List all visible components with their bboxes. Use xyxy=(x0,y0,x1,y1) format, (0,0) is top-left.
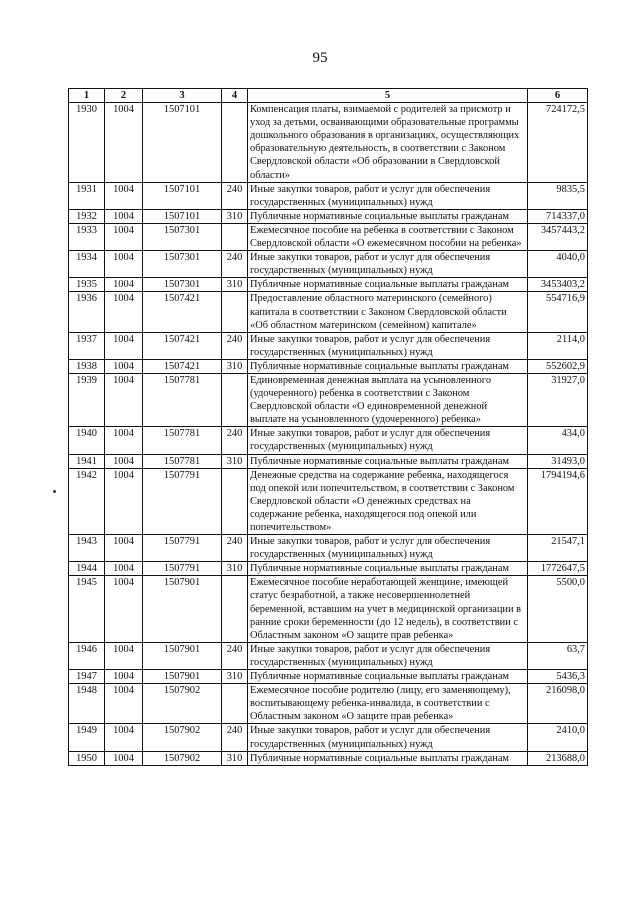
cell-description: Публичные нормативные социальные выплаты гражданам xyxy=(248,751,528,765)
column-header-5: 5 xyxy=(248,89,528,103)
cell-row-number: 1940 xyxy=(69,427,105,454)
cell-target-article-code: 1507421 xyxy=(143,359,222,373)
cell-section-code: 1004 xyxy=(105,427,143,454)
table-body xyxy=(69,103,588,766)
table-row xyxy=(69,373,588,426)
cell-description: Публичные нормативные социальные выплаты гражданам xyxy=(248,359,528,373)
cell-section-code: 1004 xyxy=(105,454,143,468)
cell-row-number: 1932 xyxy=(69,209,105,223)
cell-description: Иные закупки товаров, работ и услуг для обеспечения государственных (муниципальных) нужд xyxy=(248,642,528,669)
cell-target-article-code: 1507101 xyxy=(143,209,222,223)
cell-description: Предоставление областного материнского (семейного) капитала в соответствии с Законом Свердловской области «Об областном материнском (семейном) капитале» xyxy=(248,292,528,332)
cell-row-number: 1935 xyxy=(69,278,105,292)
table-row xyxy=(69,332,588,359)
cell-row-number: 1943 xyxy=(69,535,105,562)
cell-amount: 1794194,6 xyxy=(528,468,588,534)
cell-row-number: 1950 xyxy=(69,751,105,765)
cell-description: Иные закупки товаров, работ и услуг для обеспечения государственных (муниципальных) нужд xyxy=(248,251,528,278)
cell-description: Публичные нормативные социальные выплаты гражданам xyxy=(248,454,528,468)
margin-mark xyxy=(53,490,56,493)
cell-section-code: 1004 xyxy=(105,278,143,292)
cell-expense-type-code: 310 xyxy=(222,751,248,765)
column-header-4: 4 xyxy=(222,89,248,103)
cell-description: Публичные нормативные социальные выплаты гражданам xyxy=(248,209,528,223)
page-number: 95 xyxy=(312,50,328,66)
cell-expense-type-code xyxy=(222,292,248,332)
cell-target-article-code: 1507781 xyxy=(143,427,222,454)
cell-row-number: 1941 xyxy=(69,454,105,468)
cell-row-number: 1949 xyxy=(69,724,105,751)
cell-section-code: 1004 xyxy=(105,684,143,724)
cell-target-article-code: 1507301 xyxy=(143,278,222,292)
cell-target-article-code: 1507781 xyxy=(143,454,222,468)
cell-description: Ежемесячное пособие неработающей женщине, имеющей статус безработной, а также несовершеннолетней беременной, вставшим на учет в медицинской организации в ранние сроки беременности (до 12 недель), в соответствии с Областным законом «О защите прав ребенка» xyxy=(248,576,528,642)
cell-description: Иные закупки товаров, работ и услуг для обеспечения государственных (муниципальных) нужд xyxy=(248,724,528,751)
cell-target-article-code: 1507901 xyxy=(143,670,222,684)
cell-description: Публичные нормативные социальные выплаты гражданам xyxy=(248,562,528,576)
cell-amount: 213688,0 xyxy=(528,751,588,765)
budget-table xyxy=(68,88,588,766)
table-row xyxy=(69,292,588,332)
cell-expense-type-code: 310 xyxy=(222,562,248,576)
cell-amount: 554716,9 xyxy=(528,292,588,332)
cell-target-article-code: 1507901 xyxy=(143,576,222,642)
cell-row-number: 1948 xyxy=(69,684,105,724)
cell-target-article-code: 1507301 xyxy=(143,251,222,278)
cell-target-article-code: 1507421 xyxy=(143,332,222,359)
cell-expense-type-code: 240 xyxy=(222,642,248,669)
cell-amount: 5500,0 xyxy=(528,576,588,642)
cell-row-number: 1930 xyxy=(69,103,105,183)
column-header-6: 6 xyxy=(528,89,588,103)
cell-amount: 31927,0 xyxy=(528,373,588,426)
cell-expense-type-code: 240 xyxy=(222,427,248,454)
cell-amount: 3453403,2 xyxy=(528,278,588,292)
column-header-1: 1 xyxy=(69,89,105,103)
cell-expense-type-code xyxy=(222,468,248,534)
cell-amount: 3457443,2 xyxy=(528,223,588,250)
cell-section-code: 1004 xyxy=(105,182,143,209)
cell-amount: 2114,0 xyxy=(528,332,588,359)
cell-row-number: 1938 xyxy=(69,359,105,373)
table-row xyxy=(69,535,588,562)
cell-description: Иные закупки товаров, работ и услуг для обеспечения государственных (муниципальных) нужд xyxy=(248,182,528,209)
cell-expense-type-code xyxy=(222,223,248,250)
cell-amount: 31493,0 xyxy=(528,454,588,468)
cell-description: Ежемесячное пособие на ребенка в соответствии с Законом Свердловской области «О ежемесячном пособии на ребенка» xyxy=(248,223,528,250)
cell-description: Иные закупки товаров, работ и услуг для обеспечения государственных (муниципальных) нужд xyxy=(248,332,528,359)
cell-amount: 2410,0 xyxy=(528,724,588,751)
cell-expense-type-code: 240 xyxy=(222,332,248,359)
cell-expense-type-code xyxy=(222,103,248,183)
cell-row-number: 1931 xyxy=(69,182,105,209)
cell-target-article-code: 1507301 xyxy=(143,223,222,250)
table-row xyxy=(69,103,588,183)
table-header-row xyxy=(69,89,588,103)
table-row xyxy=(69,576,588,642)
cell-section-code: 1004 xyxy=(105,562,143,576)
cell-row-number: 1933 xyxy=(69,223,105,250)
cell-expense-type-code xyxy=(222,684,248,724)
cell-amount: 63,7 xyxy=(528,642,588,669)
cell-amount: 216098,0 xyxy=(528,684,588,724)
cell-target-article-code: 1507421 xyxy=(143,292,222,332)
table-row xyxy=(69,670,588,684)
cell-target-article-code: 1507101 xyxy=(143,182,222,209)
cell-description: Денежные средства на содержание ребенка, находящегося под опекой или попечительством, в соответствии с Законом Свердловской области «О денежных средствах на содержание ребенка, находящегося под опекой или попечительством» xyxy=(248,468,528,534)
table-row xyxy=(69,209,588,223)
table-row xyxy=(69,562,588,576)
cell-amount: 21547,1 xyxy=(528,535,588,562)
column-header-3: 3 xyxy=(143,89,222,103)
cell-expense-type-code: 240 xyxy=(222,535,248,562)
table-row xyxy=(69,454,588,468)
cell-row-number: 1945 xyxy=(69,576,105,642)
cell-section-code: 1004 xyxy=(105,251,143,278)
table-row xyxy=(69,751,588,765)
table-row xyxy=(69,684,588,724)
column-header-2: 2 xyxy=(105,89,143,103)
cell-section-code: 1004 xyxy=(105,670,143,684)
table-row xyxy=(69,359,588,373)
cell-section-code: 1004 xyxy=(105,468,143,534)
cell-description: Иные закупки товаров, работ и услуг для обеспечения государственных (муниципальных) нужд xyxy=(248,427,528,454)
cell-amount: 552602,9 xyxy=(528,359,588,373)
cell-target-article-code: 1507902 xyxy=(143,724,222,751)
cell-amount: 5436,3 xyxy=(528,670,588,684)
table-row xyxy=(69,427,588,454)
cell-section-code: 1004 xyxy=(105,332,143,359)
cell-expense-type-code xyxy=(222,373,248,426)
cell-description: Иные закупки товаров, работ и услуг для обеспечения государственных (муниципальных) нужд xyxy=(248,535,528,562)
cell-description: Публичные нормативные социальные выплаты гражданам xyxy=(248,670,528,684)
cell-row-number: 1947 xyxy=(69,670,105,684)
cell-target-article-code: 1507791 xyxy=(143,562,222,576)
cell-expense-type-code: 240 xyxy=(222,724,248,751)
cell-row-number: 1944 xyxy=(69,562,105,576)
cell-amount: 714337,0 xyxy=(528,209,588,223)
cell-target-article-code: 1507902 xyxy=(143,751,222,765)
table-row xyxy=(69,724,588,751)
cell-description: Публичные нормативные социальные выплаты гражданам xyxy=(248,278,528,292)
cell-section-code: 1004 xyxy=(105,642,143,669)
cell-description: Ежемесячное пособие родителю (лицу, его заменяющему), воспитывающему ребенка-инвалида, в соответствии с Областным законом «О защите прав ребенка» xyxy=(248,684,528,724)
cell-target-article-code: 1507902 xyxy=(143,684,222,724)
cell-row-number: 1934 xyxy=(69,251,105,278)
cell-row-number: 1937 xyxy=(69,332,105,359)
cell-target-article-code: 1507791 xyxy=(143,535,222,562)
cell-amount: 434,0 xyxy=(528,427,588,454)
cell-section-code: 1004 xyxy=(105,751,143,765)
cell-expense-type-code: 310 xyxy=(222,278,248,292)
cell-expense-type-code: 240 xyxy=(222,182,248,209)
cell-amount: 9835,5 xyxy=(528,182,588,209)
cell-row-number: 1939 xyxy=(69,373,105,426)
cell-section-code: 1004 xyxy=(105,535,143,562)
cell-expense-type-code xyxy=(222,576,248,642)
cell-expense-type-code: 310 xyxy=(222,359,248,373)
cell-amount: 724172,5 xyxy=(528,103,588,183)
table-row xyxy=(69,278,588,292)
cell-target-article-code: 1507901 xyxy=(143,642,222,669)
cell-section-code: 1004 xyxy=(105,209,143,223)
table-row xyxy=(69,642,588,669)
cell-target-article-code: 1507791 xyxy=(143,468,222,534)
cell-section-code: 1004 xyxy=(105,223,143,250)
cell-amount: 1772647,5 xyxy=(528,562,588,576)
cell-target-article-code: 1507101 xyxy=(143,103,222,183)
cell-amount: 4040,0 xyxy=(528,251,588,278)
cell-description: Компенсация платы, взимаемой с родителей за присмотр и уход за детьми, осваивающими образовательные программы дошкольного образования в организациях, осуществляющих образовательную деятельность, в соответствии с Законом Свердловской области «Об образовании в Свердловской области» xyxy=(248,103,528,183)
cell-section-code: 1004 xyxy=(105,724,143,751)
table-row xyxy=(69,182,588,209)
cell-section-code: 1004 xyxy=(105,292,143,332)
cell-section-code: 1004 xyxy=(105,373,143,426)
cell-description: Единовременная денежная выплата на усыновленного (удочеренного) ребенка в соответствии с Законом Свердловской области «О единовременной денежной выплате на усыновленного (удочеренного) ребенка» xyxy=(248,373,528,426)
cell-section-code: 1004 xyxy=(105,359,143,373)
cell-target-article-code: 1507781 xyxy=(143,373,222,426)
table-row xyxy=(69,468,588,534)
cell-expense-type-code: 310 xyxy=(222,209,248,223)
cell-section-code: 1004 xyxy=(105,103,143,183)
table-row xyxy=(69,251,588,278)
cell-section-code: 1004 xyxy=(105,576,143,642)
cell-expense-type-code: 240 xyxy=(222,251,248,278)
cell-row-number: 1936 xyxy=(69,292,105,332)
cell-row-number: 1946 xyxy=(69,642,105,669)
cell-row-number: 1942 xyxy=(69,468,105,534)
cell-expense-type-code: 310 xyxy=(222,454,248,468)
table-row xyxy=(69,223,588,250)
cell-expense-type-code: 310 xyxy=(222,670,248,684)
